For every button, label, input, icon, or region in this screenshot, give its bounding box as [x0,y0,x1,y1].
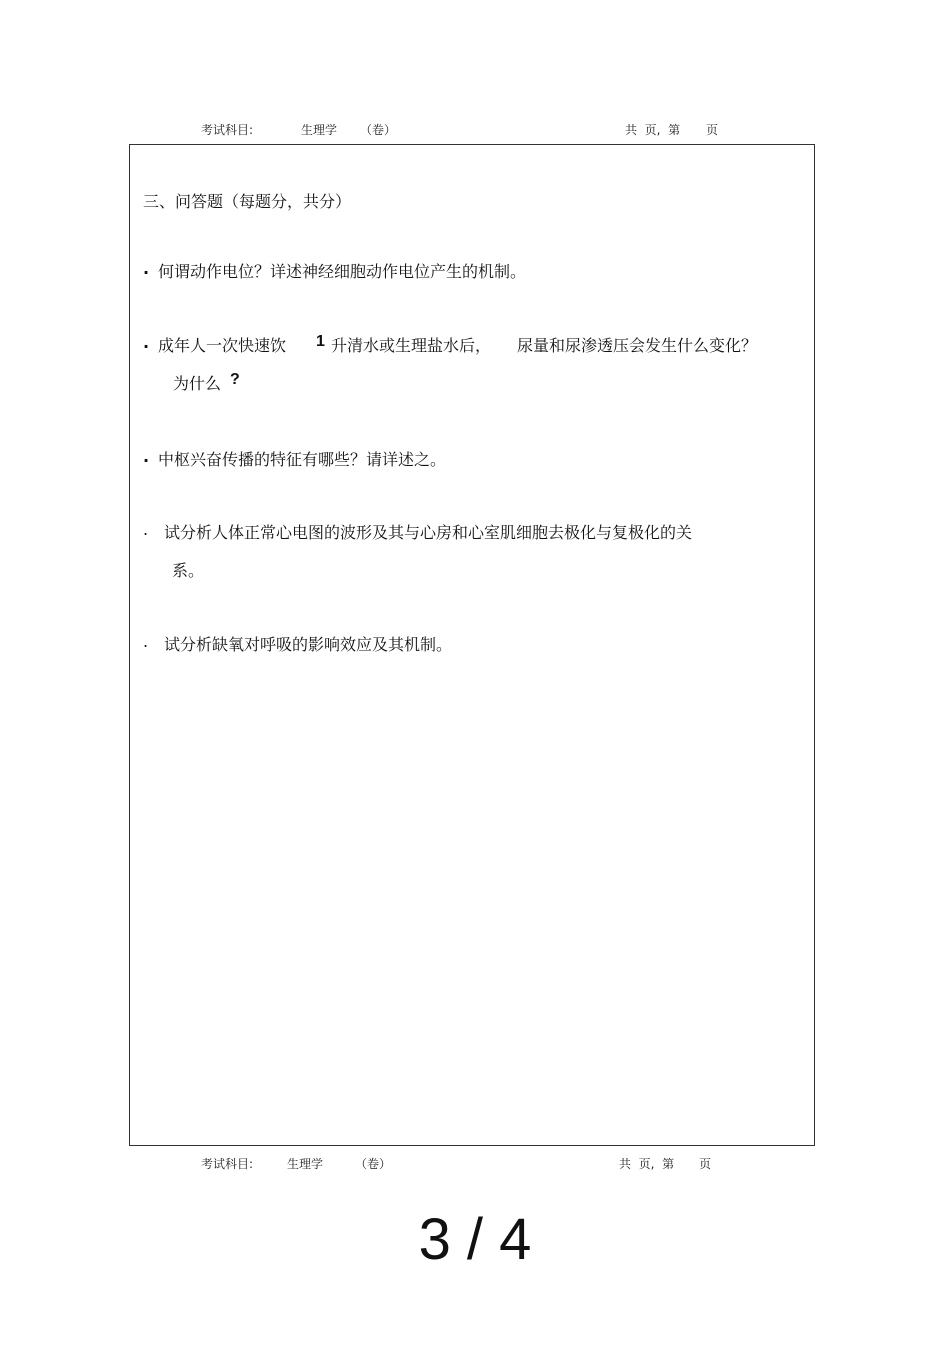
question-marker: . [143,632,149,651]
question-marker: . [143,520,149,539]
question-text: 升清水或生理盐水后， [331,336,492,355]
page-count-label: 共 页, 第 [625,123,681,137]
question-marker: . [143,333,150,352]
question-text: 何谓动作电位？详述神经细胞动作电位产生的机制。 [158,262,527,281]
section-title: 三、问答题（每题分，共分） [143,192,352,211]
subject-name: 生理学 [287,1157,324,1171]
paper-label: （卷） [360,123,397,137]
paper-label: （卷） [355,1157,392,1171]
question-text: 试分析缺氧对呼吸的影响效应及其机制。 [164,635,453,654]
question-marker: . [143,447,150,466]
question-text: 成年人一次快速饮 [158,336,287,355]
question-text: 系。 [172,561,205,580]
subject-name: 生理学 [301,123,338,137]
page-count-label: 共 页, 第 [619,1157,675,1171]
question-marker: . [143,259,150,278]
page-suffix: 页 [699,1157,712,1171]
page-number: 3 / 4 [418,1207,532,1272]
subject-label: 考试科目: [201,1157,254,1171]
answer-box [129,144,815,1146]
question-text: 为什么 [173,374,222,393]
question-number: 1 [316,333,325,350]
question-text: 中枢兴奋传播的特征有哪些？请详述之。 [158,450,447,469]
question-text: 尿量和尿渗透压会发生什么变化？ [517,336,758,355]
subject-label: 考试科目: [201,123,254,137]
question-text: 试分析人体正常心电图的波形及其与心房和心室肌细胞去极化与复极化的关 [164,523,693,542]
page-suffix: 页 [706,123,719,137]
question-mark: ? [230,371,240,388]
